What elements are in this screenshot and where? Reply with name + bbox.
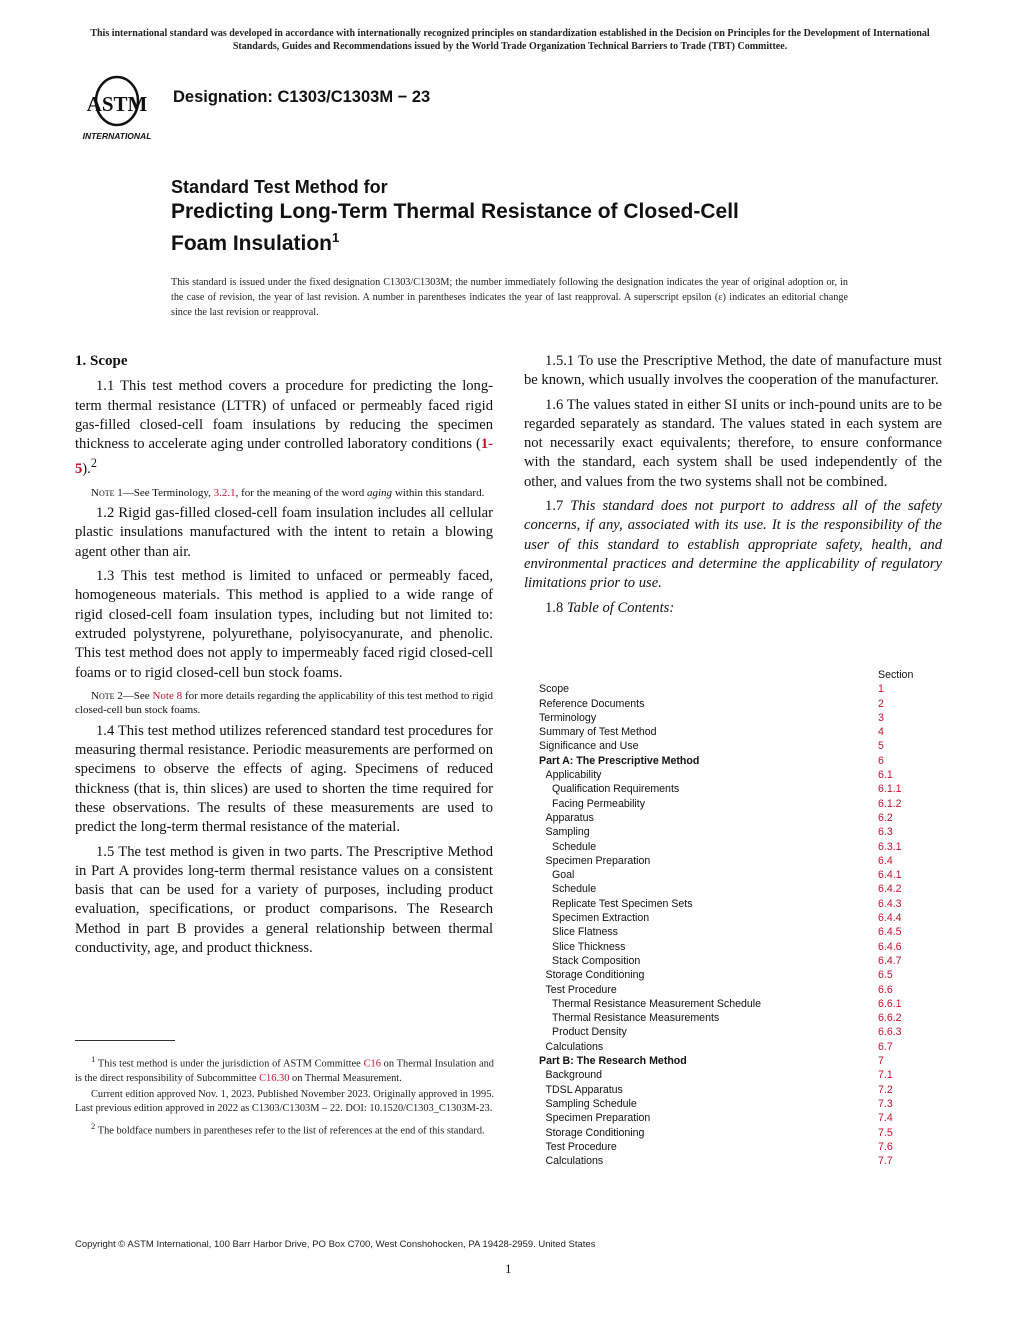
toc-section-link[interactable]: 7.7 <box>878 1155 893 1168</box>
toc-row <box>539 1126 919 1140</box>
toc-row <box>539 897 919 911</box>
toc-row <box>539 768 919 782</box>
title-line-3: Foam Insulation$^1$ <box>171 230 340 255</box>
toc-row <box>539 882 919 896</box>
toc-row <box>539 954 919 968</box>
toc-section-link[interactable]: 6.5 <box>878 969 893 982</box>
paragraph-1-5-1: 1.5.1 To use the Prescriptive Method, the date of manufacture must be known, which usually involves the cooperation of the manufacturer. <box>524 353 942 389</box>
toc-label: Scope <box>539 683 570 696</box>
toc-section-link[interactable]: 6.1 <box>878 769 893 782</box>
toc-section-link[interactable]: 6.6 <box>878 983 893 996</box>
toc-label: Facing Permeability <box>552 797 646 810</box>
toc-section-link[interactable]: 6.4.2 <box>878 883 902 896</box>
toc-row <box>539 797 919 811</box>
toc-row <box>539 1011 919 1025</box>
footnote-1: $^1$ This test method is under the jurisdiction of ASTM Committee C16 on Thermal Insulation and is the direct responsibility of Subcommittee C16.30 on Thermal Measurement. <box>75 1054 494 1084</box>
toc-section-link[interactable]: 6.4.4 <box>878 912 902 925</box>
toc-label: TDSL Apparatus <box>545 1083 623 1096</box>
toc-section-link[interactable]: 1 <box>878 683 884 696</box>
footnotes <box>75 1052 494 1140</box>
paragraph-1-4: 1.4 This test method utilizes referenced standard test procedures for measuring thermal resistance. Periodic measurements are performed on specimens to observe the effects of aging. Specimens of reduced thickness (that is, thin slices) are used to shorten the time required for these observations. The results of these measurements are used to predict the long-term thermal resistance of the material. <box>75 722 493 836</box>
toc-label: Significance and Use <box>539 740 639 753</box>
toc-label: Storage Conditioning <box>545 969 645 982</box>
toc-section-link[interactable]: 7 <box>878 1055 884 1068</box>
toc-label: Storage Conditioning <box>545 1126 645 1139</box>
toc-row <box>539 940 919 954</box>
toc-label: Sampling Schedule <box>545 1097 637 1110</box>
toc-section-link[interactable]: 6.6.2 <box>878 1012 902 1025</box>
toc-label: Qualification Requirements <box>552 783 680 796</box>
toc-label: Part B: The Research Method <box>539 1055 687 1068</box>
toc-row <box>539 1083 919 1097</box>
toc-label: Summary of Test Method <box>539 726 657 739</box>
paragraph-1-6: 1.6 The values stated in either SI units or inch-pound units are to be regarded separately as standard. The values stated in each system are not necessarily exact equivalents; therefore, to ensure conformance with the standard, each system shall be used independently of the other, and values from the two systems shall not be combined. <box>524 396 942 490</box>
toc-row <box>539 1140 919 1154</box>
toc-row <box>539 911 919 925</box>
toc-label: Thermal Resistance Measurements <box>552 1012 720 1025</box>
note-2: Note 2—See Note 8 for more details regarding the applicability of this test method to rigid closed-cell bun stock foams. <box>75 689 493 717</box>
toc-section-link[interactable]: 6.6.1 <box>878 997 902 1010</box>
toc-label: Calculations <box>545 1155 604 1168</box>
toc-row <box>539 754 919 768</box>
toc-section-link[interactable]: 6.7 <box>878 1040 893 1053</box>
toc-section-link[interactable]: 3 <box>878 711 884 724</box>
toc-row <box>539 1111 919 1125</box>
toc-section-link[interactable]: 6.1.2 <box>878 797 902 810</box>
toc-row <box>539 739 919 753</box>
toc-section-link[interactable]: 6.4.7 <box>878 954 902 967</box>
toc-row <box>539 983 919 997</box>
toc-section-link[interactable]: 4 <box>878 726 884 739</box>
toc-label: Specimen Preparation <box>545 1112 651 1125</box>
title-line-2: Predicting Long-Term Thermal Resistance of Closed-Cell <box>171 200 739 223</box>
toc-section-link[interactable]: 6.3.1 <box>878 840 902 853</box>
document-title <box>171 175 871 257</box>
toc-row <box>539 840 919 854</box>
footnote-divider <box>75 1040 175 1041</box>
toc-label: Thermal Resistance Measurement Schedule <box>552 997 762 1010</box>
toc-row <box>539 868 919 882</box>
toc-label: Stack Composition <box>552 954 641 967</box>
toc-label: Terminology <box>539 711 597 724</box>
footnote-1-edition: Current edition approved Nov. 1, 2023. Published November 2023. Originally approved in 1995. Last previous edition approved in 2022 as C1303/C1303M – 22. DOI: 10.1520/C1303_C1303M-23. <box>75 1089 494 1115</box>
toc-row <box>539 825 919 839</box>
toc-row <box>539 1068 919 1082</box>
toc-label: Calculations <box>545 1040 604 1053</box>
toc-label: Product Density <box>552 1026 627 1039</box>
toc-section-link[interactable]: 6.3 <box>878 826 893 839</box>
toc-row <box>539 1040 919 1054</box>
reference-link[interactable]: 1-5 <box>75 436 493 478</box>
toc-label: Background <box>545 1069 603 1082</box>
toc-label: Apparatus <box>545 811 594 824</box>
toc-section-link[interactable]: 7.4 <box>878 1112 893 1125</box>
toc-row <box>539 1097 919 1111</box>
toc-section-header: Section <box>878 669 914 681</box>
toc-row <box>539 925 919 939</box>
astm-logo-icon <box>74 74 160 144</box>
toc-row <box>539 725 919 739</box>
toc-row <box>539 997 919 1011</box>
toc-rows <box>539 682 919 1168</box>
toc-label: Goal <box>552 869 575 882</box>
toc-row <box>539 782 919 796</box>
toc-label: Schedule <box>552 883 597 896</box>
subcommittee-link[interactable]: C16.30 <box>259 1072 290 1084</box>
logo-caption: INTERNATIONAL <box>82 131 152 141</box>
toc-section-link[interactable]: 5 <box>878 740 884 753</box>
toc-row <box>539 697 919 711</box>
toc-label: Reference Documents <box>539 697 645 710</box>
toc-label: Slice Flatness <box>552 926 618 939</box>
toc-section-link[interactable]: 7.2 <box>878 1083 893 1096</box>
paragraph-1-3: 1.3 This test method is limited to unfaced or permeably faced, homogeneous materials. This method is applied to a wide range of rigid closed-cell foam insulation types, including but not limited to: extruded polystyrene, polyurethane, polyisocyanurate, and phenolic. This test method does not apply to impermeably faced rigid closed-cell foams or to rigid closed-cell bun stock foams. <box>75 568 493 681</box>
toc-section-link[interactable]: 6.4.1 <box>878 869 902 882</box>
toc-label: Schedule <box>552 840 597 853</box>
footnote-2: $^2$ The boldface numbers in parentheses refer to the list of references at the end of this standard. <box>91 1120 485 1137</box>
toc-row <box>539 1054 919 1068</box>
toc-row <box>539 682 919 696</box>
note-1-link[interactable]: 3.2.1 <box>213 486 236 499</box>
left-column <box>75 352 493 963</box>
toc-label: Replicate Test Specimen Sets <box>552 897 693 910</box>
note-2-link[interactable]: Note 8 <box>152 689 183 702</box>
toc-label: Sampling <box>545 826 590 839</box>
toc-row <box>539 854 919 868</box>
logo-text: ASTM <box>86 92 148 116</box>
section-heading-scope: 1. Scope <box>75 353 128 369</box>
copyright: Copyright © ASTM International, 100 Barr Harbor Drive, PO Box C700, West Conshohocken, PA 19428-2959. United States <box>75 1239 596 1250</box>
right-column <box>524 352 942 623</box>
designation: Designation: C1303/C1303M − 23 <box>173 88 431 106</box>
toc-section-link[interactable]: 7.3 <box>878 1097 893 1110</box>
paragraph-1-2: 1.2 Rigid gas-filled closed-cell foam insulation includes all cellular plastic insulations manufactured with the intent to retain a blowing agent other than air. <box>75 505 493 560</box>
toc-row <box>539 968 919 982</box>
toc-section-link[interactable]: 2 <box>878 697 884 710</box>
toc-label: Specimen Preparation <box>545 854 651 867</box>
wto-notice: This international standard was developed in accordance with internationally recognized principles on standardization established in the Decision on Principles for the Development of International Standards, Guides and Recommendations issued by the World Trade Organization Technical Barriers to Trade (TBT) Committee. <box>90 28 930 52</box>
title-footnote-mark: 1 <box>332 230 340 245</box>
issue-statement: This standard is issued under the fixed designation C1303/C1303M; the number immediately following the designation indicates the year of original adoption or, in the case of revision, the year of last revision. A number in parentheses indicates the year of last reapproval. A superscript epsilon (ε) indicates an editorial change since the last revision or reapproval. <box>171 277 848 318</box>
page-number: 1 <box>505 1261 512 1276</box>
toc-label: Part A: The Prescriptive Method <box>539 754 700 767</box>
toc-row <box>539 711 919 725</box>
toc-section-link[interactable]: 7.1 <box>878 1069 893 1082</box>
toc-section-link[interactable]: 6.6.3 <box>878 1026 902 1039</box>
toc-label: Applicability <box>545 769 602 782</box>
toc-section-link[interactable]: 6.4 <box>878 854 893 867</box>
toc-section-link[interactable]: 6.4.3 <box>878 897 902 910</box>
paragraph-1-7: 1.7 This standard does not purport to address all of the safety concerns, if any, associated with its use. It is the responsibility of the user of this standard to establish appropriate safety, health, and environmental practices and determine the applicability of regulatory limitations prior to use. <box>524 498 942 592</box>
toc-section-link[interactable]: 6.1.1 <box>878 783 902 796</box>
toc-row <box>539 811 919 825</box>
toc-row <box>539 1025 919 1039</box>
toc-section-link[interactable]: 6.4.6 <box>878 940 902 953</box>
astm-logo <box>74 74 160 144</box>
toc-section-link[interactable]: 7.5 <box>878 1126 893 1139</box>
toc-label: Specimen Extraction <box>552 912 650 925</box>
table-of-contents <box>539 668 919 1168</box>
paragraph-1-1: 1.1 This test method covers a procedure for predicting the long-term thermal resistance (LTTR) of unfaced or permeably faced rigid gas-filled closed-cell foam insulations by reducing the specimen thickness to accelerate aging under controlled laboratory conditions (1-5).$^2$ <box>75 378 493 478</box>
toc-label: Test Procedure <box>545 1140 617 1153</box>
toc-section-link[interactable]: 6.4.5 <box>878 926 902 939</box>
paragraph-1-5: 1.5 The test method is given in two parts. The Prescriptive Method in Part A provides long-term thermal resistance values on a consistent basis that can be used for a variety of purposes, including product evaluation, specifications, or product comparisons. The Research Method in part B provides a general relationship between thermal conductivity, age, and product thickness. <box>75 843 493 957</box>
note-1: Note 1—See Terminology, 3.2.1, for the meaning of the word aging within this standard. <box>91 486 485 499</box>
toc-label: Test Procedure <box>545 983 617 996</box>
toc-row <box>539 1154 919 1168</box>
committee-link[interactable]: C16 <box>363 1058 381 1070</box>
title-line-1: Standard Test Method for <box>171 177 388 197</box>
toc-section-link[interactable]: 6 <box>878 754 884 767</box>
toc-section-link[interactable]: 7.6 <box>878 1140 893 1153</box>
toc-label: Slice Thickness <box>552 940 626 953</box>
toc-section-link[interactable]: 6.2 <box>878 811 893 824</box>
paragraph-1-8: 1.8 Table of Contents: <box>545 599 675 616</box>
